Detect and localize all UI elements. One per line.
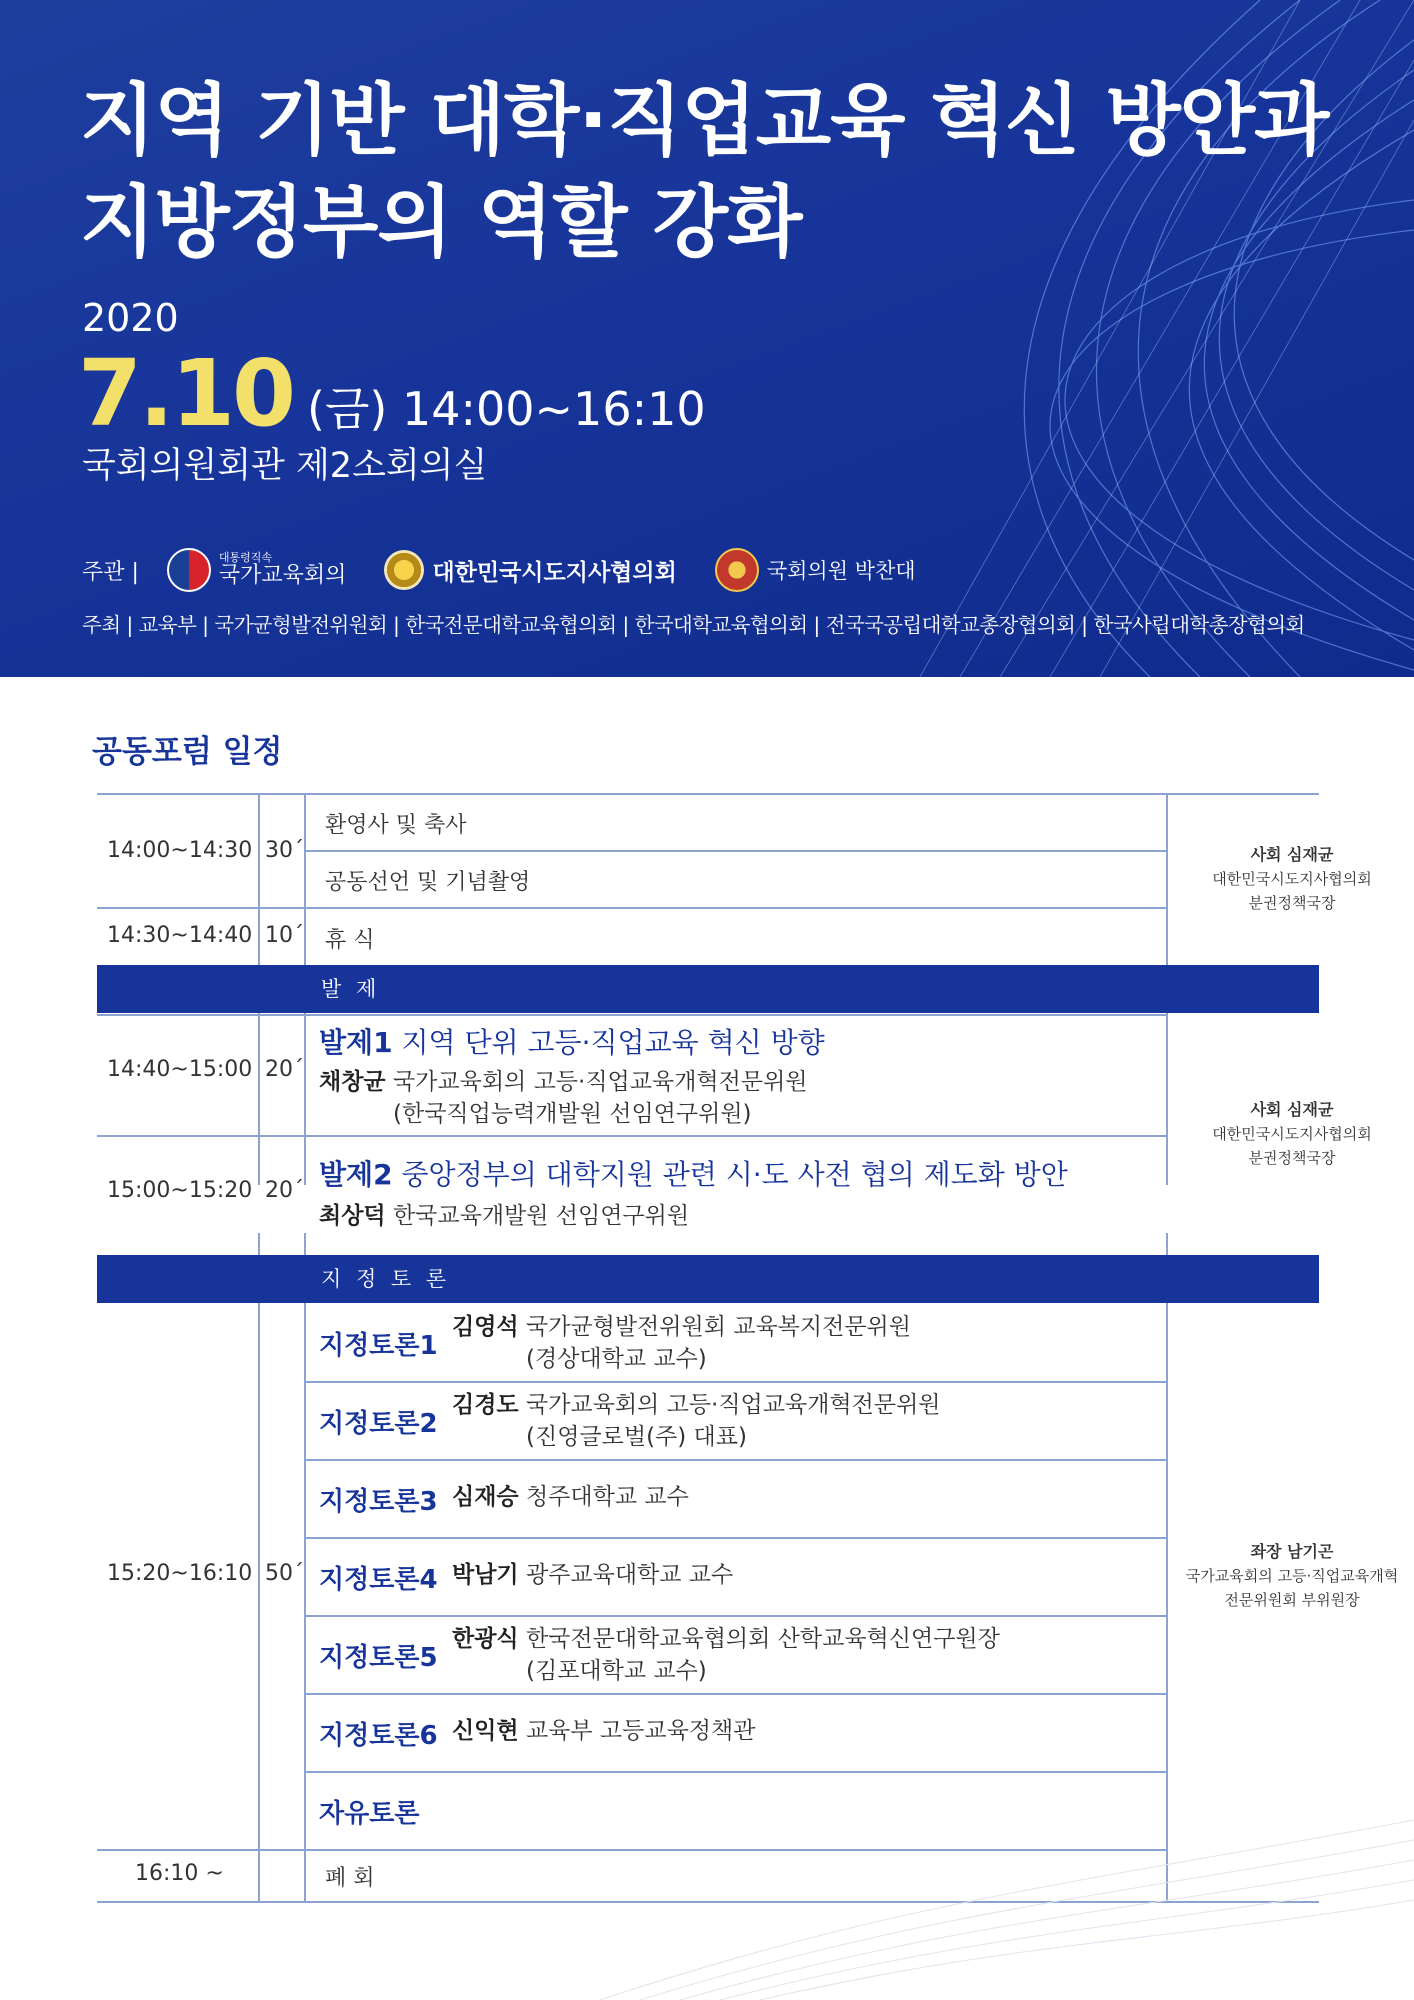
header-banner	[0, 0, 1414, 677]
schedule-table	[97, 793, 1399, 1903]
discussant-3	[452, 1481, 689, 1513]
moderator-1	[1167, 843, 1414, 915]
table-line	[258, 1233, 260, 1903]
moderator-3	[1167, 1540, 1414, 1612]
closing-label: 폐 회	[325, 1866, 375, 1891]
discussant-6-name: 신익현	[452, 1718, 519, 1744]
national-assembly-emblem-icon	[715, 548, 759, 592]
table-line	[304, 1013, 306, 1185]
table-line	[304, 793, 306, 965]
moderator-1-role: 분권정책국장	[1248, 894, 1336, 912]
cohost-list: 주최 | 교육부 | 국가균형발전위원회 | 한국전문대학교육협의회 | 한국대학교육협의회 | 전국국공립대학교총장협의회 | 한국사립대학총장협의회	[82, 613, 1305, 637]
p2-speaker: 최상덕	[319, 1203, 386, 1229]
table-line	[305, 1537, 1167, 1539]
opening-time: 14:00~14:30	[107, 838, 253, 863]
table-line	[304, 1233, 306, 1903]
discussant-5-name: 한광식	[452, 1626, 519, 1652]
host-label: 주관 |	[82, 559, 139, 585]
discussant-4-name: 박남기	[452, 1562, 519, 1588]
opening-item-2: 공동선언 및 기념촬영	[325, 870, 531, 895]
moderator-1-org: 대한민국시도지사협의회	[1212, 870, 1372, 888]
p1-label: 발제1	[319, 1026, 393, 1059]
host-logo-national-assembly	[715, 548, 916, 592]
opening-duration: 30´	[265, 838, 304, 863]
p1-time: 14:40~15:00	[107, 1057, 253, 1082]
moderator-2-role: 분권정책국장	[1248, 1149, 1336, 1167]
host1-name: 국가교육회의	[218, 563, 347, 588]
host3-name: 국회의원 박찬대	[766, 559, 916, 583]
opening-item-1: 환영사 및 축사	[325, 813, 467, 838]
p1-title: 지역 단위 고등·직업교육 혁신 방향	[401, 1026, 825, 1059]
table-line	[305, 1693, 1167, 1695]
p2-duration: 20´	[265, 1178, 304, 1203]
moderator-3-org: 국가교육회의 고등·직업교육개혁	[1185, 1567, 1399, 1585]
discussant-1-affiliation: 국가균형발전위원회 교육복지전문위원	[525, 1314, 911, 1340]
band-presentation-label: 발 제	[321, 977, 381, 1001]
break-duration: 10´	[265, 923, 304, 948]
discussant-1-name: 김영석	[452, 1314, 519, 1340]
host-logo-governors-association	[384, 550, 676, 590]
p2-label: 발제2	[319, 1158, 393, 1191]
title-line-1: 지역 기반 대학·직업교육 혁신 방안과	[80, 76, 1329, 166]
p2-speaker-row	[319, 1197, 689, 1230]
discussant-6-label: 지정토론6	[319, 1721, 438, 1751]
event-venue: 국회의원회관 제2소회의실	[82, 446, 488, 486]
p2-affiliation: 한국교육개발원 선임연구위원	[392, 1203, 690, 1229]
discussant-5-affiliation-2: (김포대학교 교수)	[526, 1658, 707, 1684]
schedule-title: 공동포럼 일정	[92, 734, 283, 770]
governors-emblem-icon	[384, 550, 424, 590]
band-discussion-label: 지 정 토 론	[321, 1267, 451, 1291]
moderator-2	[1167, 1098, 1414, 1170]
section-band-presentation	[97, 965, 1319, 1013]
event-year: 2020	[82, 296, 179, 340]
table-line	[258, 1013, 260, 1185]
discussant-6-affiliation: 교육부 고등교육정책관	[525, 1718, 756, 1744]
moderator-2-org: 대한민국시도지사협의회	[1212, 1125, 1372, 1143]
discussant-1-affiliation-2: (경상대학교 교수)	[526, 1346, 707, 1372]
p1-affiliation-2: (한국직업능력개발원 선임연구위원)	[393, 1101, 752, 1127]
host2-name: 대한민국시도지사협의회	[432, 559, 677, 586]
discussant-2	[452, 1389, 941, 1453]
discussant-4-affiliation: 광주교육대학교 교수	[525, 1562, 734, 1588]
table-line	[97, 793, 1319, 795]
discussant-2-label: 지정토론2	[319, 1409, 438, 1439]
title-line-2: 지방정부의 역할 강화	[80, 178, 802, 268]
event-time: (금) 14:00~16:10	[307, 382, 706, 436]
table-line	[305, 850, 1167, 852]
discussant-4-label: 지정토론4	[319, 1565, 438, 1595]
discussant-5	[452, 1623, 1000, 1687]
event-date	[78, 340, 706, 447]
moderator-3-name: 좌장 남기곤	[1250, 1542, 1334, 1561]
discussant-1-label: 지정토론1	[319, 1331, 438, 1361]
discussion-duration: 50´	[265, 1561, 304, 1586]
table-line	[97, 1901, 1319, 1903]
moderator-3-role: 전문위원회 부위원장	[1224, 1591, 1360, 1609]
p1-affiliation: 국가교육회의 고등·직업교육개혁전문위원	[392, 1069, 808, 1095]
p1-speaker: 채창균	[319, 1069, 386, 1095]
discussant-3-affiliation: 청주대학교 교수	[525, 1484, 689, 1510]
table-line	[305, 1459, 1167, 1461]
discussant-5-affiliation: 한국전문대학교육협의회 산학교육혁신연구원장	[525, 1626, 1000, 1652]
table-line	[305, 1381, 1167, 1383]
p2-title: 중앙정부의 대학지원 관련 시·도 사전 협의 제도화 방안	[401, 1158, 1068, 1191]
p2-title-row	[319, 1153, 1068, 1193]
section-band-discussion	[97, 1255, 1319, 1303]
free-discussion-label: 자유토론	[319, 1799, 420, 1829]
discussant-6	[452, 1715, 755, 1747]
break-label: 휴 식	[325, 928, 375, 953]
host-logo-national-education-council	[167, 548, 347, 592]
discussion-time: 15:20~16:10	[107, 1561, 253, 1586]
organizers-row	[82, 548, 954, 592]
host1-small: 대통령직속	[218, 551, 273, 564]
p2-time: 15:00~15:20	[107, 1178, 253, 1203]
main-title	[80, 70, 1328, 274]
p1-duration: 20´	[265, 1057, 304, 1082]
discussant-3-label: 지정토론3	[319, 1487, 438, 1517]
discussant-4	[452, 1559, 733, 1591]
moderator-1-name: 사회 심재균	[1250, 845, 1334, 864]
event-date-day: 7.10	[78, 340, 293, 447]
discussant-5-label: 지정토론5	[319, 1643, 438, 1673]
discussant-2-affiliation-2: (진영글로벌(주) 대표)	[526, 1424, 747, 1450]
break-time: 14:30~14:40	[107, 923, 253, 948]
moderator-2-name: 사회 심재균	[1250, 1100, 1334, 1119]
p1-speaker-row	[319, 1063, 808, 1096]
table-line	[258, 793, 260, 965]
taegeuk-emblem-icon	[167, 548, 211, 592]
discussant-2-affiliation: 국가교육회의 고등·직업교육개혁전문위원	[525, 1392, 941, 1418]
discussant-3-name: 심재승	[452, 1484, 519, 1510]
table-line	[305, 1615, 1167, 1617]
table-line	[305, 1771, 1167, 1773]
discussant-1	[452, 1311, 911, 1375]
closing-time: 16:10 ~	[135, 1861, 224, 1886]
p1-title-row	[319, 1021, 825, 1061]
discussant-2-name: 김경도	[452, 1392, 519, 1418]
